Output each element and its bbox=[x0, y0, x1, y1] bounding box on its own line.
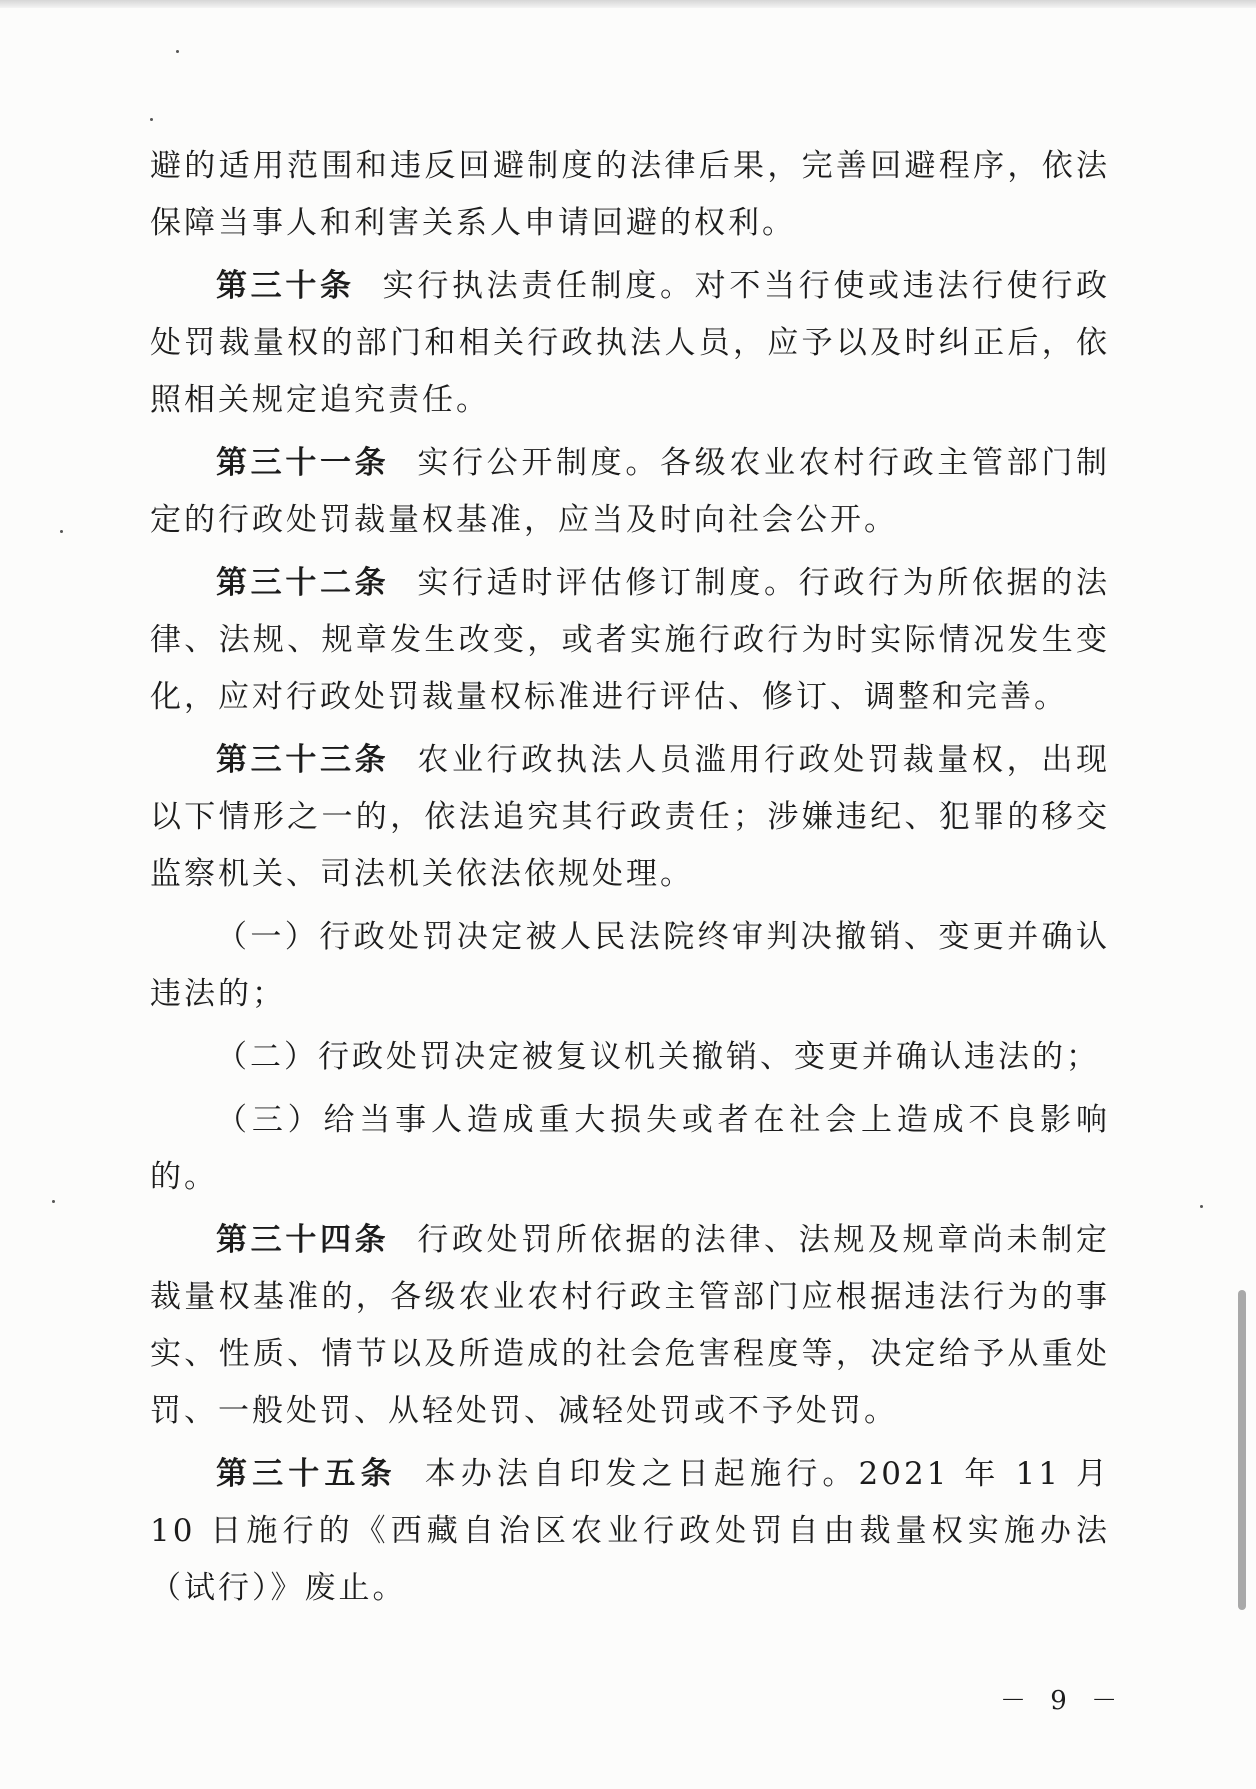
article-text: 行政处罚所依据的法律、法规及规章尚未制定裁量权基准的，各级农业农村行政主管部门应根据违法行为的事实、性质、情节以及所造成的社会危害程度等，决定给予从重处罚、一般处罚、从轻处罚、减轻处罚或不予处罚。 bbox=[150, 1222, 1111, 1429]
list-item-text: （二）行政处罚决定被复议机关撤销、变更并确认违法的； bbox=[216, 1039, 1100, 1075]
article-number: 第三十五条 bbox=[216, 1456, 397, 1492]
list-item-1 bbox=[150, 909, 1110, 1023]
article-number: 第三十三条 bbox=[216, 742, 390, 778]
scan-speck bbox=[1200, 1205, 1203, 1208]
scrollbar-thumb[interactable] bbox=[1238, 1290, 1246, 1610]
scan-speck bbox=[176, 50, 179, 53]
article-number: 第三十二条 bbox=[216, 565, 390, 601]
article-35 bbox=[150, 1446, 1110, 1617]
article-34 bbox=[150, 1212, 1110, 1440]
scan-speck bbox=[60, 530, 63, 533]
scan-speck bbox=[150, 118, 153, 121]
paragraph-text: 避的适用范围和违反回避制度的法律后果，完善回避程序，依法保障当事人和利害关系人申请回避的权利。 bbox=[150, 148, 1110, 241]
article-text: 实行适时评估修订制度。行政行为所依据的法律、法规、规章发生改变，或者实施行政行为时实际情况发生变化，应对行政处罚裁量权标准进行评估、修订、调整和完善。 bbox=[150, 565, 1111, 715]
article-number: 第三十一条 bbox=[216, 445, 390, 481]
page-number: － 9 － bbox=[1000, 1686, 1126, 1716]
list-item-text: （三）给当事人造成重大损失或者在社会上造成不良影响的。 bbox=[150, 1102, 1110, 1195]
article-33 bbox=[150, 732, 1110, 903]
article-30 bbox=[150, 258, 1110, 429]
list-item-text: （一）行政处罚决定被人民法院终审判决撤销、变更并确认违法的； bbox=[150, 919, 1110, 1012]
list-item-2 bbox=[150, 1029, 1110, 1086]
paragraph-continuation bbox=[150, 138, 1110, 252]
article-text: 实行执法责任制度。对不当行使或违法行使行政处罚裁量权的部门和相关行政执法人员，应予以及时纠正后，依照相关规定追究责任。 bbox=[150, 268, 1111, 418]
article-number: 第三十四条 bbox=[216, 1222, 390, 1258]
scan-top-edge bbox=[0, 0, 1256, 8]
article-text: 本办法自印发之日起施行。2021 年 11 月 10 日施行的《西藏自治区农业行政处罚自由裁量权实施办法（试行）》废止。 bbox=[150, 1456, 1111, 1606]
article-31 bbox=[150, 435, 1110, 549]
article-text: 农业行政执法人员滥用行政处罚裁量权，出现以下情形之一的，依法追究其行政责任；涉嫌违纪、犯罪的移交监察机关、司法机关依法依规处理。 bbox=[150, 742, 1111, 892]
list-item-3 bbox=[150, 1092, 1110, 1206]
article-text: 实行公开制度。各级农业农村行政主管部门制定的行政处罚裁量权基准，应当及时向社会公开。 bbox=[150, 445, 1111, 538]
article-32 bbox=[150, 555, 1110, 726]
document-body bbox=[150, 138, 1110, 1623]
scan-speck bbox=[52, 1200, 55, 1203]
article-number: 第三十条 bbox=[216, 268, 355, 304]
